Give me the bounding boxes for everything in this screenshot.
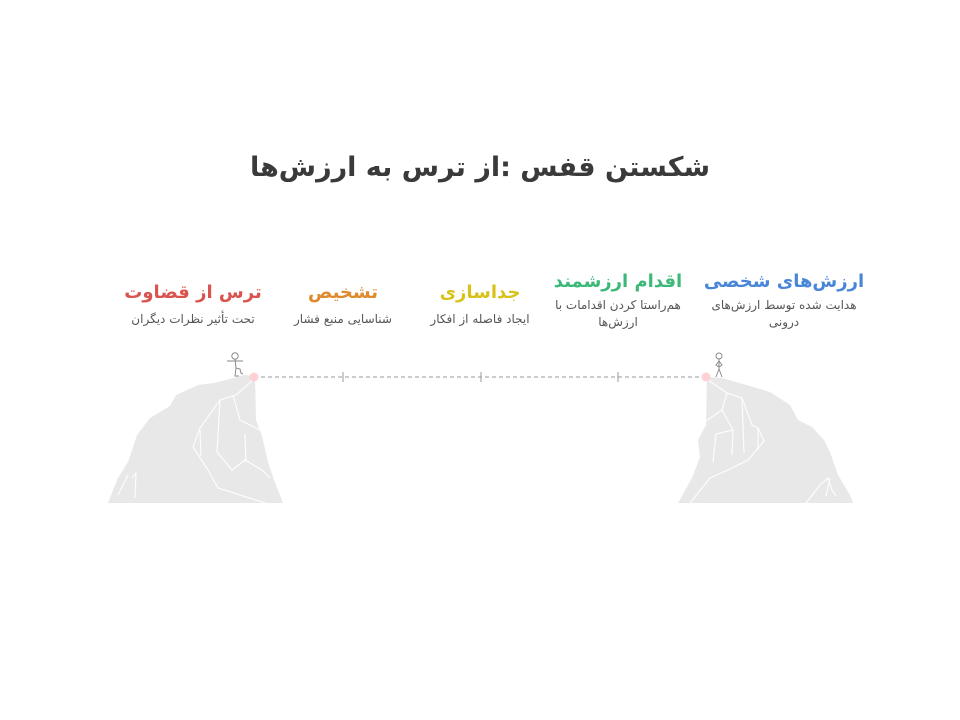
step-description: شناسایی منبع فشار bbox=[294, 312, 392, 326]
step-title: تشخیص bbox=[308, 282, 378, 303]
right-cliff bbox=[678, 377, 853, 503]
page-title: شکستن قفس :از ترس به ارزش‌ها bbox=[249, 152, 711, 183]
right-stick-figure bbox=[716, 353, 722, 377]
step-description: هم‌راستا کردن اقدامات با ارزش‌ها bbox=[555, 298, 681, 329]
step-title: جداسازی bbox=[439, 282, 521, 303]
left-stick-figure bbox=[227, 353, 243, 376]
left-cliff bbox=[108, 375, 283, 503]
step-description: ایجاد فاصله از افکار bbox=[430, 312, 530, 326]
right-anchor-dot bbox=[702, 373, 711, 382]
step-title: ارزش‌های شخصی bbox=[703, 271, 865, 292]
step-description: هدایت شده توسط ارزش‌های درونی bbox=[711, 298, 857, 329]
left-anchor-dot bbox=[250, 373, 259, 382]
step-description: تحت تأثیر نظرات دیگران bbox=[131, 312, 255, 326]
step-title: اقدام ارزشمند bbox=[553, 271, 683, 292]
step-title: ترس از قضاوت bbox=[124, 282, 262, 303]
